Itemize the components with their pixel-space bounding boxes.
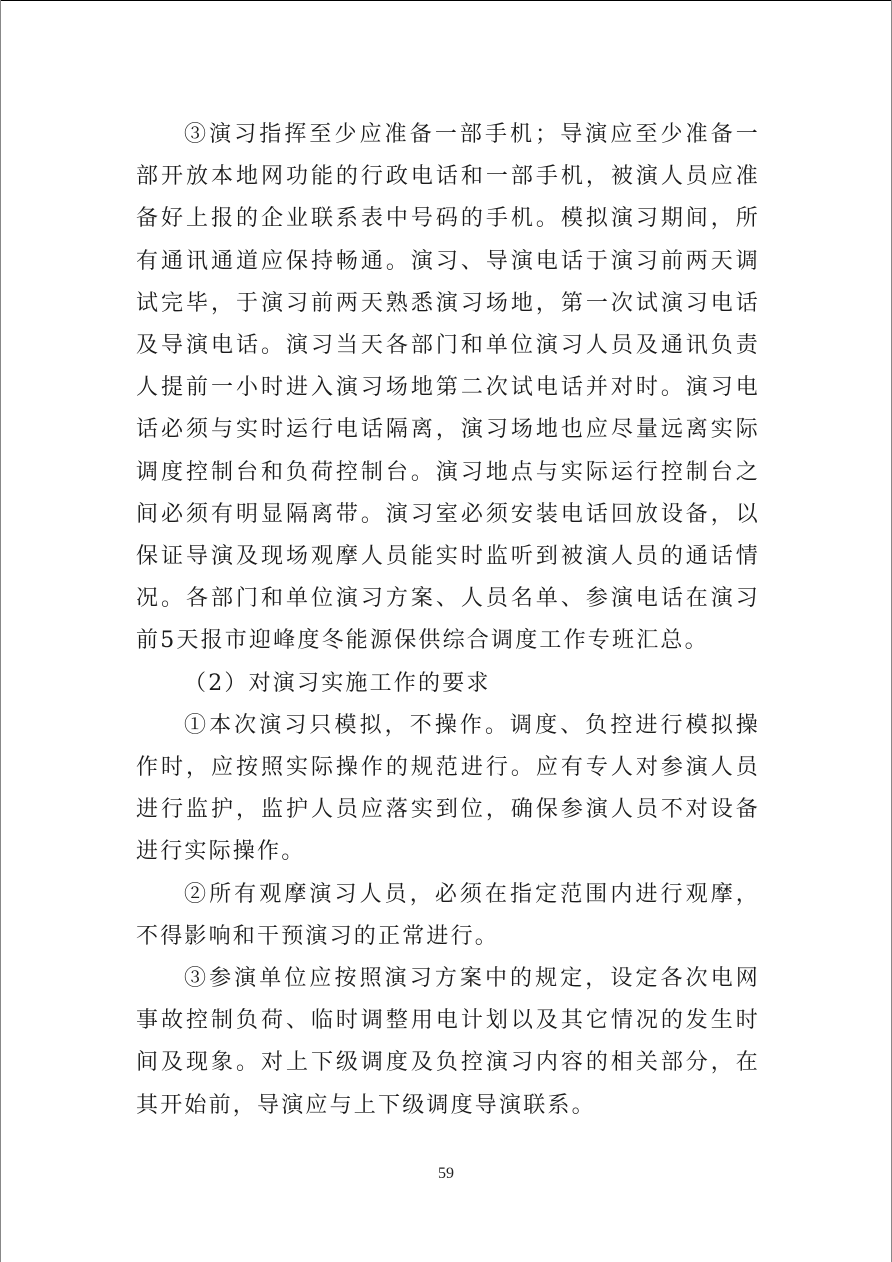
paragraph-communication-requirements: ③演习指挥至少应准备一部手机；导演应至少准备一部开放本地网功能的行政电话和一部手机，被演人员应准备好上报的企业联系表中号码的手机。模拟演习期间，所有通讯通道应保持畅通。演习、导演电话于演习前两天调试完毕，于演习前两天熟悉演习场地，第一次试演习电话及导演电话。演习当天各部门和单位演习人员及通讯负责人提前一小时进入演习场地第二次试电话并对时。演习电话必须与实时运行电话隔离，演习场地也应尽量远离实际调度控制台和负荷控制台。演习地点与实际运行控制台之间必须有明显隔离带。演习室必须安装电话回放设备，以保证导演及现场观摩人员能实时监听到被演人员的通话情况。各部门和单位演习方案、人员名单、参演电话在演习前5天报市迎峰度冬能源保供综合调度工作专班汇总。 xyxy=(136,122,760,654)
page-top-border xyxy=(0,0,892,1)
paragraph-simulate-only: ①本次演习只模拟，不操作。调度、负控进行模拟操作时，应按照实际操作的规范进行。应有专人对参演人员进行监护，监护人员应落实到位，确保参演人员不对设备进行实际操作。 xyxy=(136,712,760,865)
section-heading-implementation: （2）对演习实施工作的要求 xyxy=(184,670,491,696)
paragraph-observers: ②所有观摩演习人员，必须在指定范围内进行观摩，不得影响和干预演习的正常进行。 xyxy=(136,881,760,949)
paragraph-participating-units: ③参演单位应按照演习方案中的规定，设定各次电网事故控制负荷、临时调整用电计划以及其它情况的发生时间及现象。对上下级调度及负控演习内容的相关部分，在其开始前，导演应与上下级调度导演联系。 xyxy=(136,966,760,1118)
page-left-border xyxy=(0,0,1,1262)
page-body xyxy=(136,114,760,1127)
page-number: 59 xyxy=(438,1165,454,1182)
